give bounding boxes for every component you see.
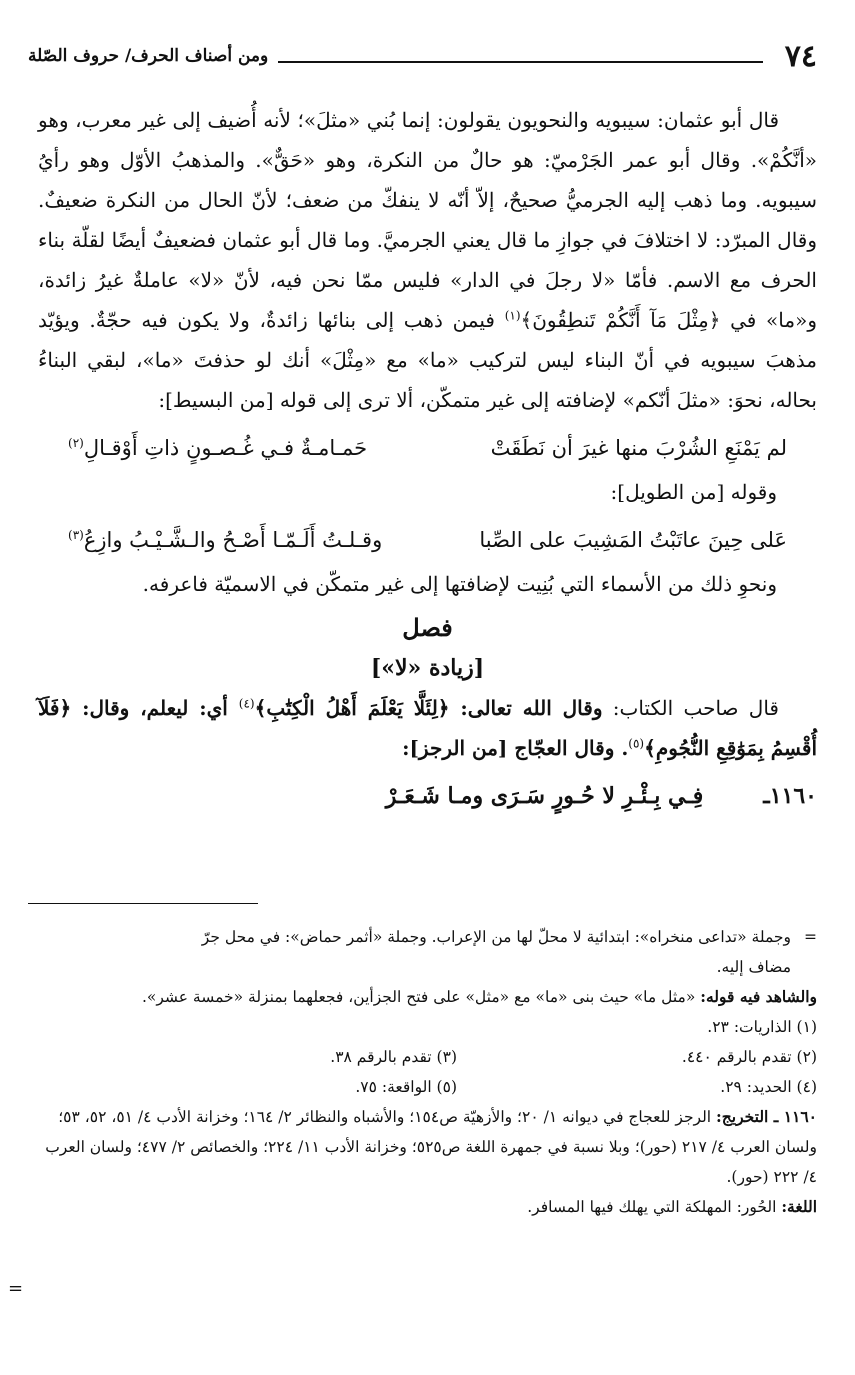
- margin-continuation-mark: =: [8, 1278, 24, 1299]
- takhrij-text: الرجز للعجاج في ديوانه ١/ ٢٠؛ والأزهيّة ص١٥٤؛ والأشباه والنظائر ٢/ ١٦٤؛ وخزانة الأدب ٤/ ٥١، ٥٢، ٥٣؛ ولسان العرب ٤/ ٢١٧ (حور)؛ وبلا نسبة في جمهرة اللغة ص٥٢٥؛ وخزانة الأدب ١١/ ٢٢٤؛ والخصائص ٢/ ٤٧٧؛ ولسان العرب ٤/ ٢٢٢ (حور).: [45, 1108, 817, 1186]
- verse-2: [38, 518, 817, 562]
- page-header: [28, 38, 817, 74]
- running-title: ومن أصناف الحرف/ حروف الصّلة: [28, 46, 269, 66]
- shahid-label: والشاهد فيه قوله:: [700, 987, 817, 1006]
- main-text: [38, 100, 817, 816]
- verse-1-first-hemistich: لم يَمْنَعِ الشُرْبَ منها غيرَ أن نَطَقَتْ: [490, 436, 787, 460]
- paragraph-4-intro: قال صاحب الكتاب:: [602, 696, 779, 720]
- footnote-separator: [28, 903, 258, 904]
- footnote-takhrij: [38, 1102, 817, 1192]
- footnotes: [38, 922, 817, 1222]
- paragraph-1-tail: فيمن ذهب إلى بنائها زائدةٌ، ولا يكون فيه حجّةٌ. ويؤيّد مذهبَ سيبويه في أنّ البناء ليس لتركيب «ما» مع «مِثْلَ» أنك لو حذفتَ «ما»، لبقي البناءُ بحاله، نحوَ: «مثلَ أنّكم» لإضافته إلى غير متمكّن، ألا ترى إلى قوله [من البسيط]:: [38, 308, 817, 412]
- paragraph-2: وقوله [من الطويل]:: [610, 480, 777, 504]
- lugha-label: اللغة:: [781, 1197, 817, 1216]
- verse-3: [38, 776, 817, 816]
- paragraph-4: [38, 688, 817, 768]
- footnote-ref-2: (٢): [68, 436, 84, 450]
- footnote-ref-5: (٥): [628, 736, 645, 751]
- page-number: ٧٤: [784, 38, 817, 74]
- lugha-text: الحُور: المهلكة التي يهلك فيها المسافر.: [527, 1198, 782, 1216]
- footnote-row-2-3: [38, 1042, 817, 1072]
- footnote-ref-1: (١): [504, 308, 521, 323]
- verse-1-second-hemistich: حَمـامـةٌ فـي غُـصـونٍ ذاتِ أَوْقـالِ: [83, 436, 368, 460]
- footnote-ref-4: (٤): [238, 696, 255, 711]
- footnote-3: (٣) تقدم بالرقم ٣٨.: [330, 1048, 457, 1066]
- paragraph-4-quote: وقال الله تعالى: ﴿لِئَلَّا يَعْلَمَ أَهْلُ الْكِتَٰبِ﴾: [254, 696, 603, 720]
- header-rule: [278, 61, 763, 63]
- shahid-text: «مثل ما» حيث بنى «ما» مع «مثل» على فتح الجزأين، فجعلهما بمنزلة «خمسة عشر».: [141, 988, 701, 1006]
- footnote-continued: [38, 922, 817, 952]
- verse-1: [38, 426, 817, 470]
- footnote-ref-3: (٣): [68, 528, 84, 542]
- continuation-mark: =: [804, 928, 817, 946]
- footnote-4: (٤) الحديد: ٢٩.: [720, 1078, 817, 1096]
- verse-3-text: فِـي بِـئْـرِ لا حُـورٍ سَـرَى ومـا شَـعَـرْ: [385, 783, 704, 809]
- footnote-1: (١) الذاريات: ٢٣.: [707, 1018, 817, 1036]
- footnote-shahid: [38, 982, 817, 1012]
- footnote-5: (٥) الواقعة: ٧٥.: [355, 1078, 457, 1096]
- footnote-continued-line-1: وجملة «تداعى منخراه»: ابتدائية لا محلّ لها من الإعراب. وجملة «أثمر حماض»: في محل جرّ: [201, 928, 791, 946]
- paragraph-3: ونحوِ ذلك من الأسماء التي بُنِيت لإضافتها إلى غير متمكّن في الاسميّة فاعرفه.: [142, 572, 777, 596]
- verse-2-second-hemistich: وقـلـتُ أَلَـمّـا أَصْـحُ والـشَّـيْـبُ وازِعُ: [83, 528, 383, 552]
- paragraph-1: [38, 100, 817, 420]
- section-subheading: [زيادة «لا»]: [370, 655, 485, 681]
- section-heading: فصل: [402, 613, 453, 642]
- footnote-continued-line-2: مضاف إليه.: [716, 958, 791, 976]
- paragraph-1-text: قال أبو عثمان: سيبويه والنحويون يقولون: إنما بُني «مثلَ»؛ لأنه أُضيف إلى غير معرب، وهو «أنَّكُمْ». وقال أبو عمر الجَرْميّ: هو حالٌ من النكرة، وهو «حَقٌّ». والمذهبُ الأوّل وهو رأيُ سيبويه. وما ذهب إليه الجرميُّ صحيحٌ، إلاّ أنّه لا ينفكّ من ضعف؛ لأنّ الحال من النكرة ضعيفٌ. وقال المبرّد: لا اختلافَ في جوازِ ما قال يعني الجرميَّ. وما قال أبو عثمان فضعيفٌ أيضًا لقلّة بناء الحرف مع الاسم. فأمّا «لا رجلَ في الدار» فليس ممّا نحن فيه، لأنّ «لا» عاملةٌ غيرُ زائدة، و«ما» في ﴿مِثْلَ مَآ أَنَّكُمْ تَنطِقُونَ﴾: [38, 108, 818, 332]
- footnote-row-4-5: [38, 1072, 817, 1102]
- paragraph-4-end: . وقال العجّاج [من الرجز]:: [402, 736, 629, 760]
- paragraph-4-quote-2: أي: ليعلم، وقال: ﴿فَلَآ أُقْسِمُ بِمَوَٰقِعِ النُّجُومِ﴾: [38, 696, 817, 760]
- verse-2-first-hemistich: عَلى حِينَ عاتَبْتُ المَشِيبَ على الصِّبا: [479, 528, 787, 552]
- verse-3-number: ١١٦٠ـ: [763, 783, 817, 809]
- footnote-2: (٢) تقدم بالرقم ٤٤٠.: [681, 1048, 817, 1066]
- takhrij-label: ١١٦٠ ـ التخريج:: [716, 1107, 817, 1126]
- footnote-lugha: [38, 1192, 817, 1222]
